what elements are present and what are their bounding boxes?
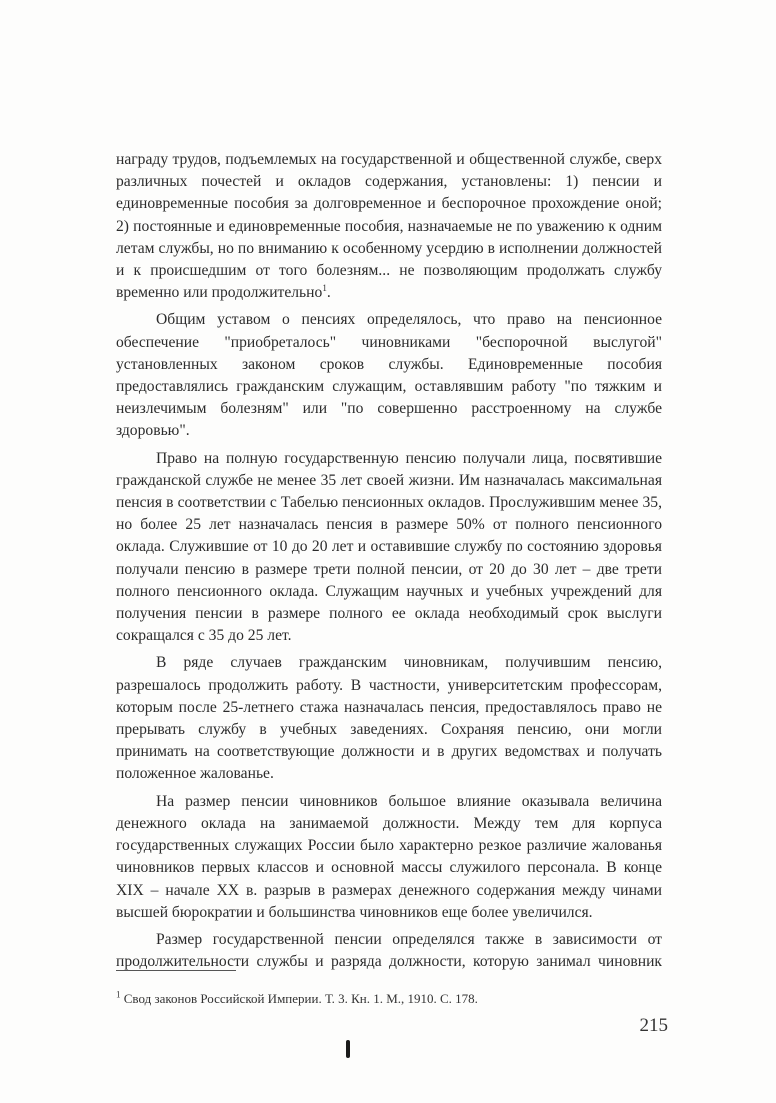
paragraph-1: награду трудов, подъемлемых на государственной и общественной службе, сверх различных почестей и окладов содержания, установлены: 1) пенсии и единовременные пособия за долговременное и беспорочное прохождение оной; 2) постоянные и единовременные пособия, назначаемые не по уважению к одним летам службы, но по вниманию к особенному усердию в исполнении должностей и к происшедшим от того болезням... не позволяющим продолжать службу временно или продолжительно$^1$. [116, 151, 662, 302]
paragraph-2: Общим уставом о пенсиях определялось, что право на пенсионное обеспечение "приобреталось" чиновниками "беспорочной выслугой" установленных законом сроков службы. Единовременные пособия предоставлялись гражданским служащим, оставлявшим работу "по тяжким и неизлечимым болезням" или "по совершенно расстроенному на службе здоровью". [116, 311, 662, 440]
footnote [116, 990, 662, 1008]
footnote-marker: 1 [116, 989, 121, 1000]
page-number: 215 [639, 1015, 668, 1036]
body-text [116, 149, 662, 973]
paragraph-3: Право на полную государственную пенсию получали лица, посвятившие гражданской службе не менее 35 лет своей жизни. Им назначалась максимальная пенсия в соответствии с Табелью пенсионных окладов. Прослужившим менее 35, но более 25 лет назначалась пенсия в размере 50% от полного пенсионного оклада. Служившие от 10 до 20 лет и оставившие службу по состоянию здоровья получали пенсию в размере трети полной пенсии, от 20 до 30 лет – две трети полного пенсионного оклада. Служащим научных и учебных учреждений для получения пенсии в размере полного ее оклада необходимый срок выслуги сокращался с 35 до 25 лет. [116, 449, 662, 645]
paragraph-5: На размер пенсии чиновников большое влияние оказывала величина денежного оклада на занимаемой должности. Между тем для корпуса государственных служащих России было характерно резкое различие жалованья чиновников первых классов и основной массы служилого персонала. В конце XIX – начале XX в. разрыв в размерах денежного содержания между чинами высшей бюрократии и большинства чиновников еще более увеличился. [116, 792, 662, 921]
footnote-ref: 1 [322, 283, 327, 294]
scan-artifact [346, 1040, 350, 1058]
footnote-divider [116, 970, 236, 971]
paragraph-4: В ряде случаев гражданским чиновникам, получившим пенсию, разрешалось продолжить работу. В частности, университетским профессорам, которым после 25-летнего стажа назначалась пенсия, предоставлялось право не прерывать службу в учебных заведениях. Сохраняя пенсию, они могли принимать на соответствующие должности и в других ведомствах и получать положенное жалованье. [116, 654, 662, 783]
paragraph-6: Размер государственной пенсии определялся также в зависимости от продолжительности службы и разряда должности, которую занимал чиновник [116, 930, 662, 971]
footnote-text: Свод законов Российской Империи. Т. 3. Кн. 1. М., 1910. С. 178. [123, 991, 478, 1006]
